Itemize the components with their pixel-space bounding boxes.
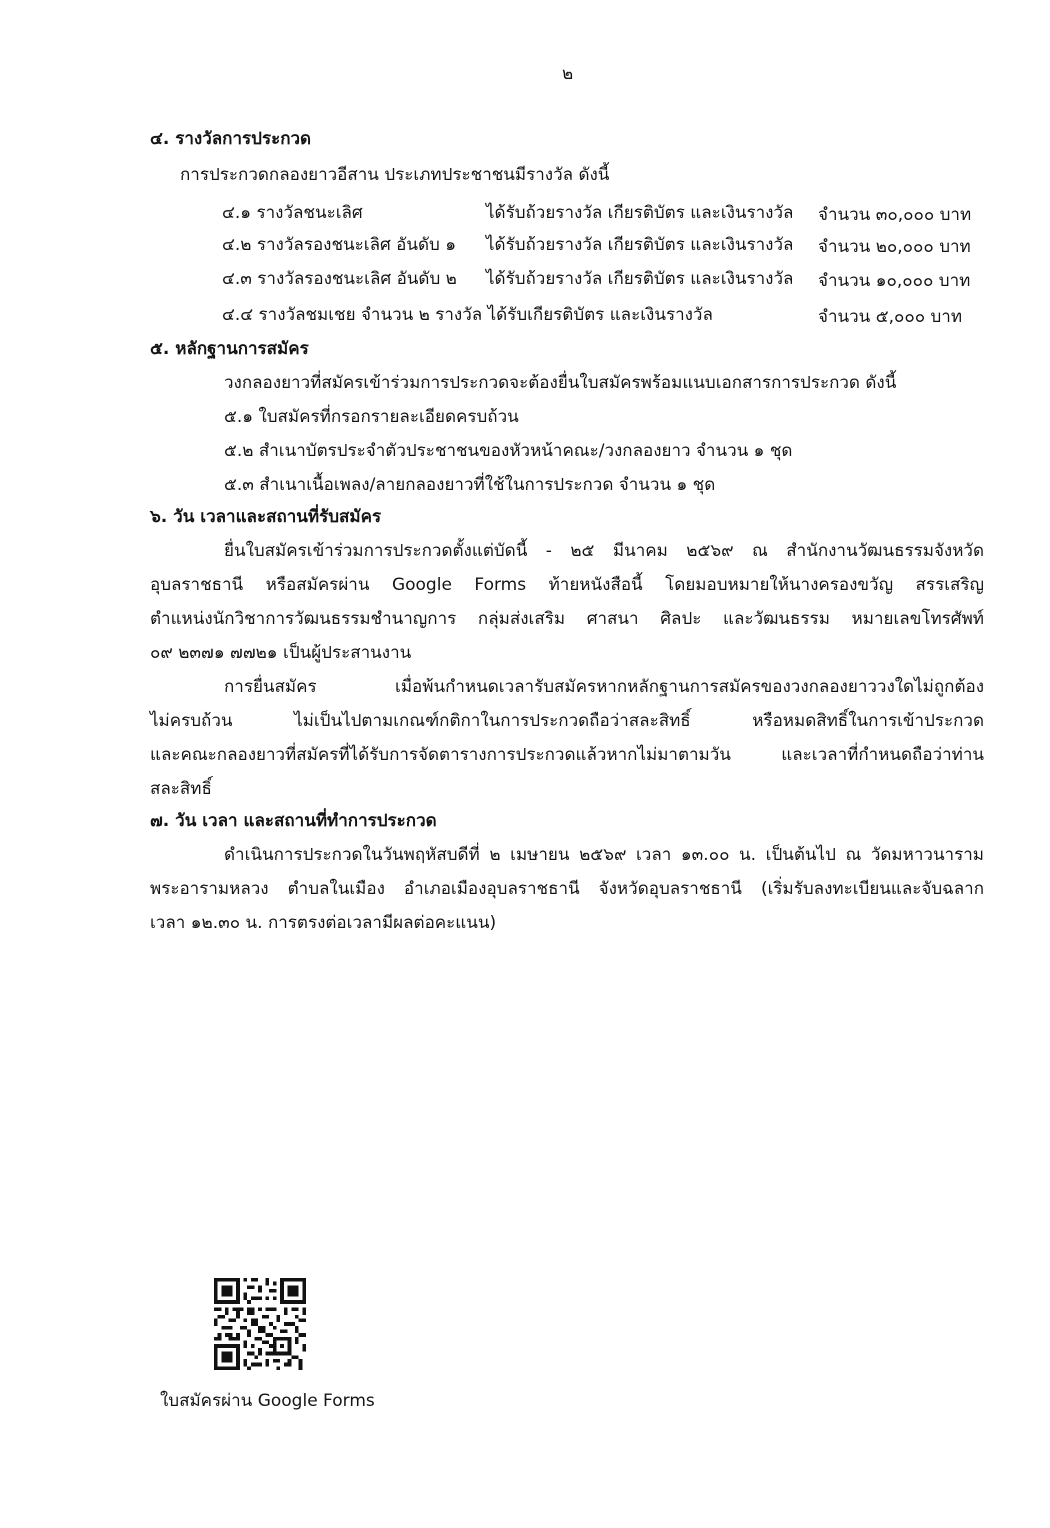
section-6-para1-line: อุบลราชธานี หรือสมัครผ่าน Google Forms ท้ายหนังสือนี้ โดยมอบหมายให้นางครองขวัญ สรรเสริญ: [150, 575, 984, 595]
section-6-para1-line: ๐๙ ๒๓๗๑ ๗๗๒๑ เป็นผู้ประสานงาน: [150, 643, 412, 663]
qr-code-icon[interactable]: [214, 1278, 306, 1370]
award-3-detail: ได้รับถ้วยรางวัล เกียรติบัตร และเงินรางวัล: [486, 269, 794, 289]
section-7-para-line: ดำเนินการประกวดในวันพฤหัสบดีที่ ๒ เมษายน ๒๕๖๙ เวลา ๑๓.๐๐ น. เป็นต้นไป ณ วัดมหาวนาราม: [224, 845, 984, 865]
section-7-para-line: พระอารามหลวง ตำบลในเมือง อำเภอเมืองอุบลราชธานี จังหวัดอุบลราชธานี (เริ่มรับลงทะเบียนและจับฉลาก: [150, 879, 984, 899]
award-1-amount: จำนวน ๓๐,๐๐๐ บาท: [818, 205, 972, 225]
award-1-label: ๔.๑ รางวัลชนะเลิศ: [222, 203, 363, 223]
section-7-heading: ๗. วัน เวลา และสถานที่ทำการประกวด: [150, 811, 437, 831]
section-6-para1-line: ยื่นใบสมัครเข้าร่วมการประกวดตั้งแต่บัดนี้ - ๒๕ มีนาคม ๒๕๖๙ ณ สำนักงานวัฒนธรรมจังหวัด: [224, 541, 984, 561]
section-4-intro: การประกวดกลองยาวอีสาน ประเภทประชาชนมีรางวัล ดังนี้: [180, 165, 610, 185]
section-7-para-line: เวลา ๑๒.๓๐ น. การตรงต่อเวลามีผลต่อคะแนน): [150, 913, 497, 933]
section-6-para2-line: ไม่ครบถ้วน ไม่เป็นไปตามเกณฑ์กติกาในการประกวดถือว่าสละสิทธิ์ หรือหมดสิทธิ์ในการเข้าประกวด: [150, 711, 984, 731]
section-5-heading: ๕. หลักฐานการสมัคร: [150, 339, 309, 359]
requirement-item: ๕.๑ ใบสมัครที่กรอกรายละเอียดครบถ้วน: [224, 407, 519, 427]
award-2-amount: จำนวน ๒๐,๐๐๐ บาท: [818, 237, 971, 257]
qr-caption: ใบสมัครผ่าน Google Forms: [160, 1391, 375, 1411]
section-6-para2-line: สละสิทธิ์: [150, 779, 212, 799]
requirement-item: ๕.๓ สำเนาเนื้อเพลง/ลายกลองยาวที่ใช้ในการประกวด จำนวน ๑ ชุด: [224, 475, 716, 495]
page-number: ๒: [562, 64, 574, 84]
section-6-para1-line: ตำแหน่งนักวิชาการวัฒนธรรมชำนาญการ กลุ่มส่งเสริม ศาสนา ศิลปะ และวัฒนธรรม หมายเลขโทรศัพท์: [150, 609, 984, 629]
award-3-label: ๔.๓ รางวัลรองชนะเลิศ อันดับ ๒: [222, 269, 457, 289]
award-1-detail: ได้รับถ้วยรางวัล เกียรติบัตร และเงินรางวัล: [486, 203, 794, 223]
award-4-amount: จำนวน ๕,๐๐๐ บาท: [818, 307, 963, 327]
section-6-para2-line: การยื่นสมัคร เมื่อพ้นกำหนดเวลารับสมัครหากหลักฐานการสมัครของวงกลองยาววงใดไม่ถูกต้อง: [224, 677, 984, 697]
requirement-item: ๕.๒ สำเนาบัตรประจำตัวประชาชนของหัวหน้าคณะ/วงกลองยาว จำนวน ๑ ชุด: [224, 441, 793, 461]
award-4-label: ๔.๔ รางวัลชมเชย จำนวน ๒ รางวัล ได้รับเกียรติบัตร และเงินรางวัล: [222, 305, 713, 325]
section-5-intro: วงกลองยาวที่สมัครเข้าร่วมการประกวดจะต้องยื่นใบสมัครพร้อมแนบเอกสารการประกวด ดังนี้: [224, 373, 897, 393]
award-2-label: ๔.๒ รางวัลรองชนะเลิศ อันดับ ๑: [222, 235, 457, 255]
award-2-detail: ได้รับถ้วยรางวัล เกียรติบัตร และเงินรางวัล: [486, 235, 794, 255]
award-3-amount: จำนวน ๑๐,๐๐๐ บาท: [818, 271, 971, 291]
section-4-heading: ๔. รางวัลการประกวด: [150, 129, 312, 149]
section-6-heading: ๖. วัน เวลาและสถานที่รับสมัคร: [150, 507, 382, 527]
section-6-para2-line: และคณะกลองยาวที่สมัครที่ได้รับการจัดตารางการประกวดแล้วหากไม่มาตามวัน และเวลาที่กำหนดถือว่าท่าน: [150, 745, 984, 765]
